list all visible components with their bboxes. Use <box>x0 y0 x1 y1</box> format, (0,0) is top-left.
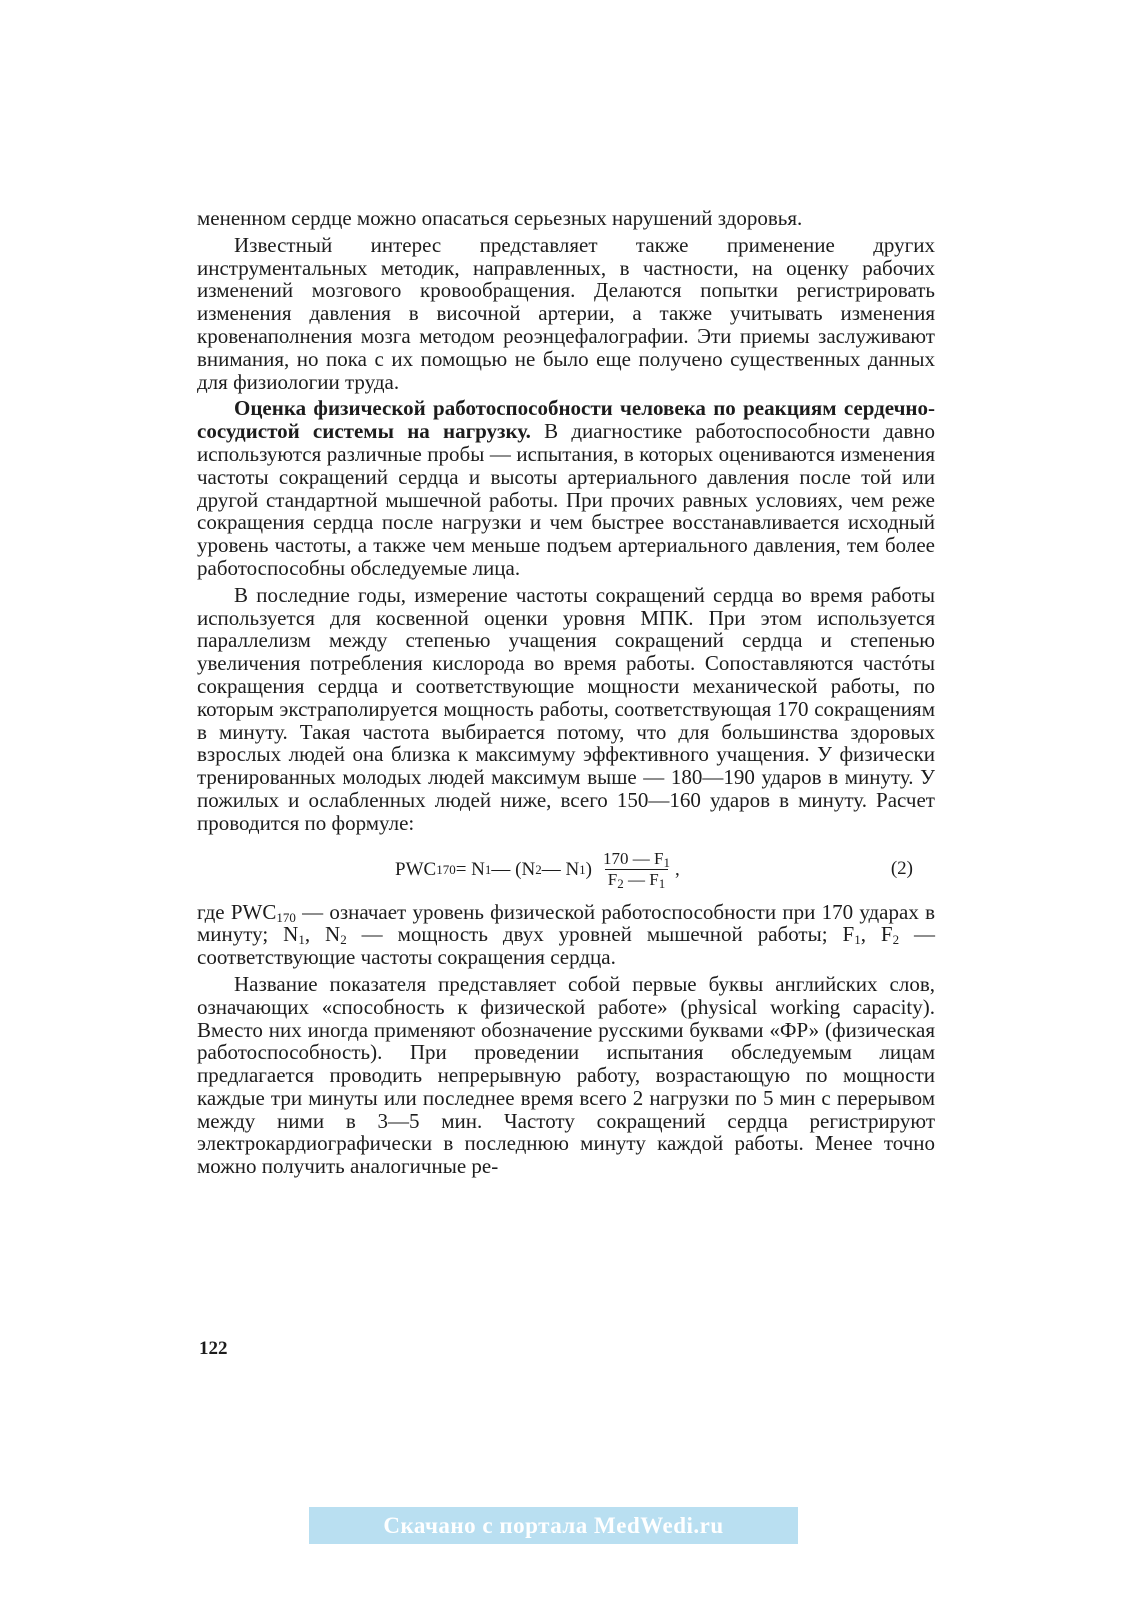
equation-number: (2) <box>890 857 913 879</box>
formula-expression: PWC 170 = N 1 — (N 2 — N 1 ) $\frac{170 — F_1}{F_2 — F_1}$ , <box>395 849 680 892</box>
page-number: 122 <box>199 1338 228 1359</box>
formula-fraction <box>600 849 673 890</box>
section-heading: Оценка физической работоспособности человека по реакциям сердечно-сосудистой системы на нагрузку. <box>197 396 935 444</box>
formula-pwc170 <box>197 841 935 899</box>
paragraph-heart-rate: В последние годы, измерение частоты сокращений сердца во время работы используется для косвенной оценки уровня МПК. При этом используется параллелизм между степенью учащения сокращений сердца и степенью увеличения потребления кислорода во время работы. Сопоставляются частóты сокращения сердца и соответствующие мощности механической работы, по которым экстраполируется мощность работы, соответствующая 170 сокращениям в минуту. Такая частота выбирается потому, что для большинства здоровых взрослых людей она близка к максимуму эффективного учащения. У физически тренированных молодых людей максимум выше — 180—190 ударов в минуту. У пожилых и ослабленных людей ниже, всего 150—160 ударов в минуту. Расчет проводится по формуле: <box>197 582 935 835</box>
paragraph-index-name: Название показателя представляет собой первые буквы английских слов, означающих «способность к физической работе» (physical working capacity). Вместо них иногда применяют обозначение русскими буквами «ФР» (физическая работоспособность). При проведении испытания обследуемым лицам предлагается проводить непрерывную работу, возрастающую по мощности каждые три минуты или последнее время всего 2 нагрузки по 5 мин с перерывом между ними в 3—5 мин. Частоту сокращений сердца регистрируют электрокардиографически в последнюю минуту каждой работы. Менее точно можно получить аналогичные ре- <box>197 971 935 1179</box>
paragraph-formula-explanation: где $PWC_{170}$ — означает уровень физической работоспособности при 170 ударах в минуту; $N_1$, $N_2$ — мощность двух уровней мышечной работы; $F_1$, $F_2$ — соответствующие частоты сокращения сердца. <box>197 899 936 970</box>
banner-text: Скачано с портала MedWedi.ru <box>383 1512 724 1538</box>
paragraph-work-capacity <box>197 397 935 579</box>
download-banner[interactable] <box>309 1507 798 1544</box>
page-body <box>197 207 935 1178</box>
paragraph-instrumental-methods: Известный интерес представляет также применение других инструментальных методик, направленных, в частности, на оценку рабочих изменений мозгового кровообращения. Делаются попытки регистрировать изменения давления в височной артерии, а также учитывать изменения кровенаполнения мозга методом реоэнцефалографии. Эти приемы заслуживают внимания, но пока с их помощью не было еще получено существенных данных для физиологии труда. <box>197 232 935 394</box>
paragraph-continuation: мененном сердце можно опасаться серьезных нарушений здоровья. <box>197 206 803 230</box>
fraction-numerator: 170 — $F_1$ <box>603 849 670 871</box>
paragraph-text: В диагностике работоспособности давно используются различные пробы — испытания, в которых оцениваются изменения частоты сокращений сердца и высоты артериального давления после той или другой стандартной мышечной работы. При прочих равных условиях, чем реже сокращения сердца после нагрузки и чем быстрее восстанавливается исходный уровень частоты, а также чем меньше подъем артериального давления, тем более работоспособны обследуемые лица. <box>197 419 935 580</box>
fraction-denominator: $F_2$ — $F_1$ <box>605 869 668 890</box>
